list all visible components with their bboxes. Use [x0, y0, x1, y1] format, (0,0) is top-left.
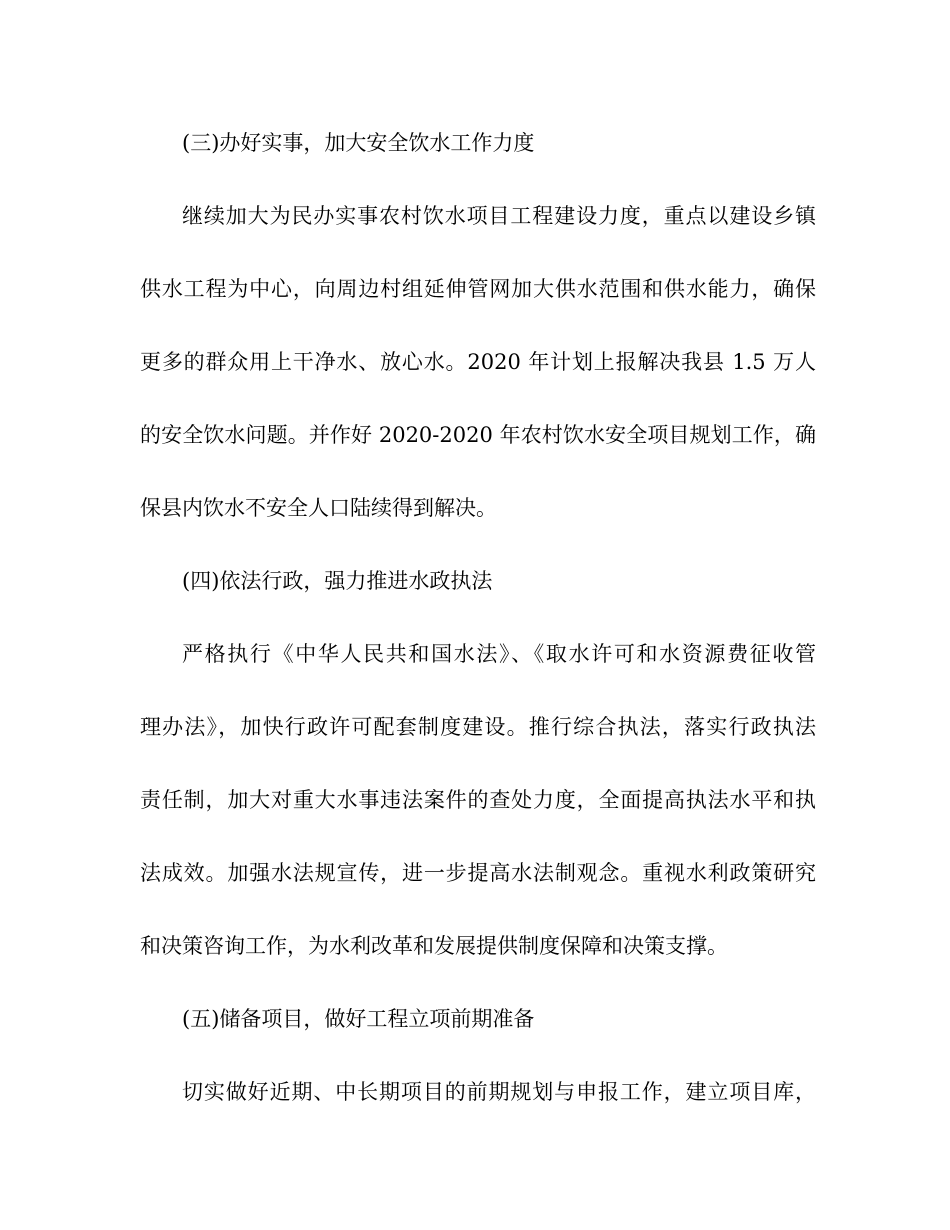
paragraph-line: 理办法》，加快行政许可配套制度建设。推行综合执法，落实行政执法	[140, 715, 816, 739]
paragraph-line: 的安全饮水问题。并作好 2020-2020 年农村饮水安全项目规划工作，确	[140, 423, 816, 447]
section-heading-4: (四)依法行政，强力推进水政执法	[182, 569, 493, 593]
paragraph-line: 法成效。加强水法规宣传，进一步提高水法制观念。重视水利政策研究	[140, 861, 816, 885]
paragraph-line: 严格执行《中华人民共和国水法》、《取水许可和水资源费征收管	[182, 642, 816, 666]
paragraph-line: 责任制，加大对重大水事违法案件的查处力度，全面提高执法水平和执	[140, 788, 816, 812]
paragraph-line: 保县内饮水不安全人口陆续得到解决。	[140, 496, 497, 520]
paragraph-line: 和决策咨询工作，为水利改革和发展提供制度保障和决策支撑。	[140, 934, 728, 958]
section-heading-3: (三)办好实事，加大安全饮水工作力度	[182, 131, 535, 155]
paragraph-line: 继续加大为民办实事农村饮水项目工程建设力度，重点以建设乡镇	[182, 204, 816, 228]
paragraph-line: 切实做好近期、中长期项目的前期规划与申报工作，建立项目库，	[182, 1080, 816, 1104]
paragraph-line: 供水工程为中心，向周边村组延伸管网加大供水范围和供水能力，确保	[140, 277, 816, 301]
paragraph-line: 更多的群众用上干净水、放心水。2020 年计划上报解决我县 1.5 万人	[140, 350, 816, 374]
section-heading-5: (五)储备项目，做好工程立项前期准备	[182, 1007, 535, 1031]
